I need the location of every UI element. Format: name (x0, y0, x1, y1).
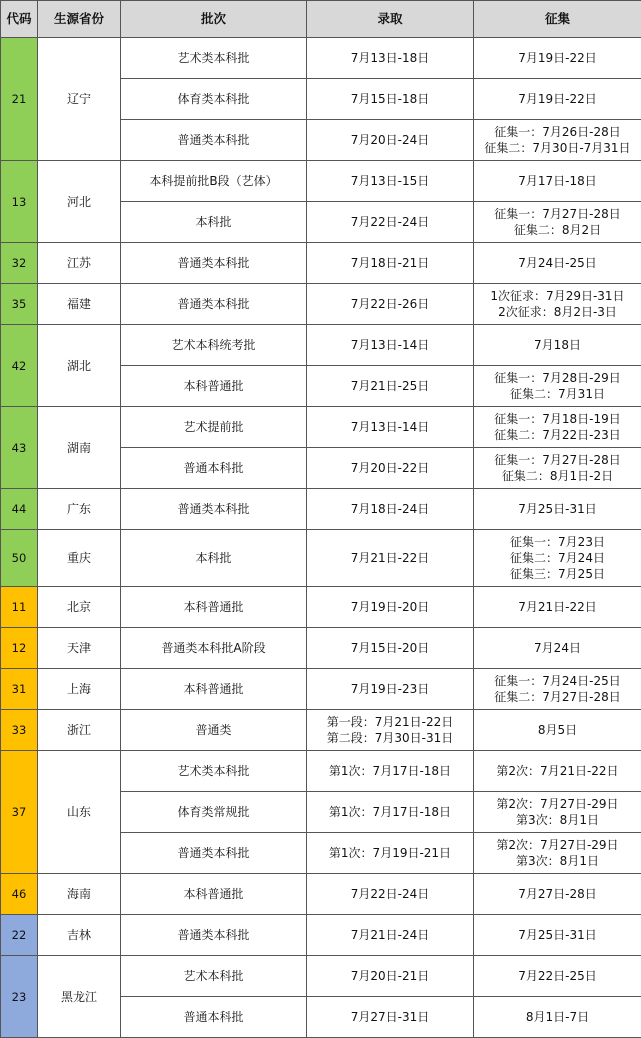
batch-cell-line: 本科普通批 (183, 682, 244, 696)
batch-cell (121, 161, 307, 202)
admission-cell (307, 874, 474, 915)
batch-cell (121, 243, 307, 284)
admission-cell (307, 997, 474, 1038)
province-name-cell: 北京 (38, 587, 121, 628)
batch-cell (121, 489, 307, 530)
province-name-cell: 天津 (38, 628, 121, 669)
batch-cell-line: 普通类本科批 (177, 256, 250, 270)
batch-cell (121, 997, 307, 1038)
admission-cell-line: 7月22日-24日 (350, 887, 430, 901)
province-code-cell: 50 (1, 530, 38, 587)
table-row (1, 915, 641, 956)
admission-cell-line: 第1次：7月17日-18日 (328, 764, 452, 778)
solicitation-cell-line: 1次征求：7月29日-31日 (490, 289, 625, 303)
admission-cell (307, 489, 474, 530)
batch-cell (121, 366, 307, 407)
solicitation-cell (474, 79, 641, 120)
admission-cell-line: 7月15日-18日 (350, 92, 430, 106)
table-row (1, 284, 641, 325)
admission-cell (307, 669, 474, 710)
batch-cell-line: 艺术本科批 (183, 969, 244, 983)
admission-cell-line: 7月22日-24日 (350, 215, 430, 229)
solicitation-cell-line: 7月25日-31日 (518, 502, 597, 516)
admission-cell (307, 628, 474, 669)
admission-cell-line: 7月20日-21日 (350, 969, 430, 983)
admission-cell (307, 407, 474, 448)
province-code-cell: 11 (1, 587, 38, 628)
batch-cell-line: 普通类本科批 (177, 133, 250, 147)
solicitation-cell-line: 7月17日-18日 (518, 174, 597, 188)
batch-cell-line: 普通类本科批A阶段 (161, 641, 266, 655)
batch-cell-line: 体育类常规批 (177, 805, 250, 819)
batch-cell-line: 本科批 (195, 215, 232, 229)
solicitation-cell-line: 征集二：7月22日-23日 (494, 428, 621, 442)
solicitation-cell-line: 征集二：7月31日 (510, 387, 605, 401)
solicitation-cell-line: 征集二：7月27日-28日 (494, 690, 621, 704)
admission-cell (307, 751, 474, 792)
province-code-cell: 31 (1, 669, 38, 710)
batch-cell-line: 普通本科批 (183, 461, 244, 475)
admission-cell-line: 7月13日-14日 (350, 338, 430, 352)
admission-cell-line: 7月21日-25日 (350, 379, 430, 393)
province-code-cell: 37 (1, 751, 38, 874)
province-name-cell: 湖北 (38, 325, 121, 407)
province-name-cell: 海南 (38, 874, 121, 915)
admission-cell-line: 7月22日-26日 (350, 297, 430, 311)
batch-cell (121, 792, 307, 833)
table-row (1, 530, 641, 587)
table-row (1, 407, 641, 448)
province-code-cell: 12 (1, 628, 38, 669)
batch-cell-line: 艺术提前批 (183, 420, 244, 434)
batch-cell (121, 874, 307, 915)
province-name-cell: 浙江 (38, 710, 121, 751)
header-batch: 批次 (121, 1, 307, 38)
solicitation-cell-line: 第3次：8月1日 (516, 854, 599, 868)
solicitation-cell (474, 874, 641, 915)
solicitation-cell (474, 38, 641, 79)
solicitation-cell (474, 202, 641, 243)
solicitation-cell (474, 161, 641, 202)
solicitation-cell-line: 征集一：7月24日-25日 (494, 674, 621, 688)
table-row (1, 587, 641, 628)
admission-cell-line: 7月27日-31日 (350, 1010, 430, 1024)
table-body (1, 38, 641, 1038)
admission-cell-line: 7月18日-21日 (350, 256, 430, 270)
admission-cell (307, 243, 474, 284)
solicitation-cell-line: 7月27日-28日 (518, 887, 597, 901)
solicitation-cell (474, 751, 641, 792)
province-name-cell: 湖南 (38, 407, 121, 489)
admission-cell-line: 7月21日-22日 (350, 551, 430, 565)
batch-cell-line: 普通类本科批 (177, 928, 250, 942)
admission-cell-line: 7月13日-18日 (350, 51, 430, 65)
province-name-cell: 河北 (38, 161, 121, 243)
admission-cell (307, 325, 474, 366)
batch-cell (121, 407, 307, 448)
solicitation-cell-line: 征集二：8月2日 (513, 223, 602, 237)
admission-cell-line: 第一段：7月21日-22日 (326, 715, 454, 729)
solicitation-cell-line: 征集一：7月26日-28日 (494, 125, 621, 139)
admission-cell-line: 7月19日-23日 (350, 682, 430, 696)
solicitation-cell (474, 833, 641, 874)
admission-cell-line: 第二段：7月30日-31日 (326, 731, 454, 745)
batch-cell-line: 本科普通批 (183, 379, 244, 393)
header-solicitation: 征集 (474, 1, 641, 38)
admission-cell (307, 792, 474, 833)
batch-cell-line: 本科批 (195, 551, 232, 565)
solicitation-cell (474, 530, 641, 587)
admission-cell-line: 7月13日-15日 (350, 174, 430, 188)
solicitation-cell-line: 7月22日-25日 (518, 969, 597, 983)
solicitation-cell-line: 7月19日-22日 (518, 92, 597, 106)
solicitation-cell-line: 7月19日-22日 (518, 51, 597, 65)
batch-cell (121, 530, 307, 587)
admission-cell (307, 710, 474, 751)
admission-cell (307, 915, 474, 956)
solicitation-cell-line: 征集二：7月24日 (510, 551, 605, 565)
solicitation-cell (474, 366, 641, 407)
province-code-cell: 32 (1, 243, 38, 284)
province-name-cell: 福建 (38, 284, 121, 325)
province-name-cell: 辽宁 (38, 38, 121, 161)
admission-cell (307, 366, 474, 407)
header-row (1, 1, 641, 38)
solicitation-cell (474, 710, 641, 751)
batch-cell-line: 本科普通批 (183, 887, 244, 901)
table-row (1, 243, 641, 284)
province-name-cell: 吉林 (38, 915, 121, 956)
province-name-cell: 重庆 (38, 530, 121, 587)
admission-cell (307, 956, 474, 997)
province-name-cell: 黑龙江 (38, 956, 121, 1038)
solicitation-cell (474, 587, 641, 628)
solicitation-cell (474, 915, 641, 956)
province-code-cell: 33 (1, 710, 38, 751)
solicitation-cell (474, 489, 641, 530)
solicitation-cell-line: 征集二：7月30日-7月31日 (484, 141, 631, 155)
solicitation-cell-line: 征集一：7月27日-28日 (494, 207, 621, 221)
table-row (1, 710, 641, 751)
table-row (1, 628, 641, 669)
table-row (1, 489, 641, 530)
province-code-cell: 46 (1, 874, 38, 915)
table-row (1, 956, 641, 997)
batch-cell (121, 956, 307, 997)
admission-cell (307, 587, 474, 628)
batch-cell (121, 79, 307, 120)
solicitation-cell-line: 7月21日-22日 (518, 600, 597, 614)
table-row (1, 325, 641, 366)
header-admission: 录取 (307, 1, 474, 38)
table-row (1, 669, 641, 710)
header-province: 生源省份 (38, 1, 121, 38)
solicitation-cell-line: 7月24日 (534, 641, 581, 655)
province-code-cell: 22 (1, 915, 38, 956)
admission-cell-line: 7月15日-20日 (350, 641, 430, 655)
province-name-cell: 广东 (38, 489, 121, 530)
batch-cell (121, 587, 307, 628)
province-name-cell: 江苏 (38, 243, 121, 284)
solicitation-cell-line: 征集一：7月18日-19日 (494, 412, 621, 426)
batch-cell (121, 710, 307, 751)
solicitation-cell-line: 第2次：7月27日-29日 (496, 838, 619, 852)
table-row (1, 38, 641, 79)
solicitation-cell (474, 628, 641, 669)
province-code-cell: 43 (1, 407, 38, 489)
solicitation-cell (474, 407, 641, 448)
admission-cell-line: 7月19日-20日 (350, 600, 430, 614)
province-name-cell: 山东 (38, 751, 121, 874)
batch-cell-line: 普通类 (195, 723, 232, 737)
solicitation-cell (474, 284, 641, 325)
province-code-cell: 42 (1, 325, 38, 407)
batch-cell (121, 628, 307, 669)
table-row (1, 874, 641, 915)
batch-cell (121, 751, 307, 792)
solicitation-cell-line: 征集一：7月28日-29日 (494, 371, 621, 385)
solicitation-cell (474, 956, 641, 997)
solicitation-cell-line: 征集一：7月23日 (510, 535, 605, 549)
solicitation-cell (474, 792, 641, 833)
batch-cell-line: 普通类本科批 (177, 846, 250, 860)
admission-cell (307, 448, 474, 489)
solicitation-cell-line: 征集三：7月25日 (510, 567, 605, 581)
admission-cell-line: 第1次：7月19日-21日 (328, 846, 452, 860)
batch-cell (121, 325, 307, 366)
batch-cell-line: 普通类本科批 (177, 502, 250, 516)
batch-cell-line: 艺术类本科批 (177, 764, 250, 778)
batch-cell (121, 38, 307, 79)
admission-cell-line: 7月18日-24日 (350, 502, 430, 516)
batch-cell (121, 202, 307, 243)
solicitation-cell (474, 448, 641, 489)
header-code: 代码 (1, 1, 38, 38)
batch-cell (121, 915, 307, 956)
admission-cell (307, 833, 474, 874)
solicitation-cell-line: 征集一：7月27日-28日 (494, 453, 621, 467)
solicitation-cell-line: 7月24日-25日 (518, 256, 597, 270)
batch-cell (121, 448, 307, 489)
province-name-cell: 上海 (38, 669, 121, 710)
batch-cell (121, 284, 307, 325)
batch-cell (121, 669, 307, 710)
batch-cell-line: 艺术本科统考批 (171, 338, 256, 352)
batch-cell-line: 普通类本科批 (177, 297, 250, 311)
batch-cell (121, 120, 307, 161)
solicitation-cell (474, 243, 641, 284)
table-row (1, 161, 641, 202)
admission-cell (307, 38, 474, 79)
solicitation-cell-line: 第2次：7月27日-29日 (496, 797, 619, 811)
solicitation-cell-line: 8月5日 (537, 723, 578, 737)
batch-cell-line: 艺术类本科批 (177, 51, 250, 65)
solicitation-cell (474, 997, 641, 1038)
admission-cell-line: 7月20日-22日 (350, 461, 430, 475)
admission-cell (307, 284, 474, 325)
solicitation-cell (474, 325, 641, 366)
solicitation-cell-line: 8月1日-7日 (525, 1010, 590, 1024)
admission-cell (307, 120, 474, 161)
solicitation-cell (474, 120, 641, 161)
admission-cell (307, 530, 474, 587)
batch-cell-line: 体育类本科批 (177, 92, 250, 106)
solicitation-cell (474, 669, 641, 710)
province-code-cell: 35 (1, 284, 38, 325)
solicitation-cell-line: 7月25日-31日 (518, 928, 597, 942)
table-row (1, 751, 641, 792)
solicitation-cell-line: 7月18日 (534, 338, 581, 352)
solicitation-cell-line: 第2次：7月21日-22日 (496, 764, 619, 778)
admission-cell (307, 161, 474, 202)
solicitation-cell-line: 征集二：8月1日-2日 (501, 469, 614, 483)
province-code-cell: 13 (1, 161, 38, 243)
province-code-cell: 23 (1, 956, 38, 1038)
admission-cell-line: 7月13日-14日 (350, 420, 430, 434)
batch-cell-line: 本科普通批 (183, 600, 244, 614)
batch-cell (121, 833, 307, 874)
batch-cell-line: 普通本科批 (183, 1010, 244, 1024)
admission-cell (307, 202, 474, 243)
admission-cell-line: 7月21日-24日 (350, 928, 430, 942)
province-code-cell: 44 (1, 489, 38, 530)
admission-cell-line: 第1次：7月17日-18日 (328, 805, 452, 819)
solicitation-cell-line: 2次征求：8月2日-3日 (498, 305, 617, 319)
batch-cell-line: 本科提前批B段（艺体） (149, 174, 278, 188)
admission-cell-line: 7月20日-24日 (350, 133, 430, 147)
solicitation-cell-line: 第3次：8月1日 (516, 813, 599, 827)
province-code-cell: 21 (1, 38, 38, 161)
admission-cell (307, 79, 474, 120)
